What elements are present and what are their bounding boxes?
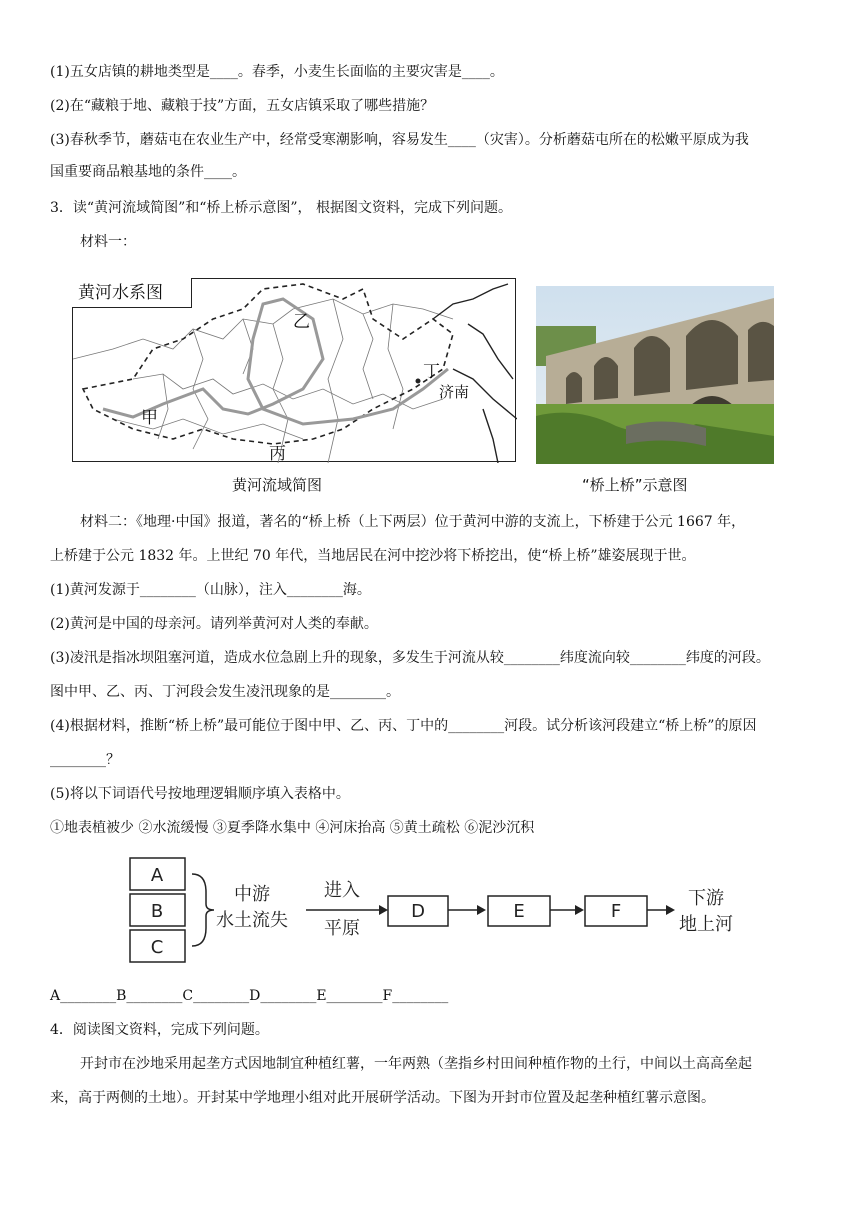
flow-brace <box>192 874 214 946</box>
q3-sub5: (5)将以下词语代号按地理逻辑顺序填入表格中。 <box>50 786 350 802</box>
q3-material2a: 材料二：《地理·中国》报道，著名的“桥上桥（上下两层）位于黄河中游的支流上，下桥建于公元 1667 年， <box>80 514 746 530</box>
q3-sub3a: (3)凌汛是指冰坝阻塞河道，造成水位急剧上升的现象，多发生于河流从较________纬度流向较________纬度的河段。 <box>50 650 770 666</box>
q3-options: ①地表植被少 ②水流缓慢 ③夏季降水集中 ④河床抬高 ⑤黄土疏松 ⑥泥沙沉积 <box>50 820 535 836</box>
flow-arrow-top: 进入 <box>324 880 360 901</box>
flow-arrow-bottom: 平原 <box>324 918 360 939</box>
q4-stem: 4．阅读图文资料，完成下列问题。 <box>50 1022 269 1038</box>
flow-label-f: F <box>610 901 622 922</box>
q3-sub4b: ________？ <box>50 752 120 768</box>
flow-label-a: A <box>150 865 164 886</box>
map-label-ding: 丁 <box>423 362 440 382</box>
q3-sub1: (1)黄河发源于________（山脉），注入________海。 <box>50 582 371 598</box>
map-label-jinan: 济南 <box>439 383 470 401</box>
q3-sub4a: (4)根据材料，推断“桥上桥”最可能位于图中甲、乙、丙、丁中的________河段。试分析该河段建立“桥上桥”的原因 <box>50 718 757 734</box>
q2-sub3a: (3)春秋季节，蘑菇屯在农业生产中，经常受寒潮影响，容易发生____（灾害）。分析蘑菇屯所在的松嫩平原成为我 <box>50 132 749 148</box>
map-label-jia: 甲 <box>141 408 158 428</box>
q3-sub2: (2)黄河是中国的母亲河。请列举黄河对人类的奉献。 <box>50 616 378 632</box>
flow-mid-2: 水土流失 <box>216 910 288 931</box>
q3-material2b: 上桥建于公元 1832 年。上世纪 70 年代，当地居民在河中挖沙将下桥挖出，使“桥上桥”雄姿展现于世。 <box>50 548 696 564</box>
q4-para-a: 开封市在沙地采用起垄方式因地制宜种植红薯，一年两熟（垄指乡村田间种植作物的土行，中间以土高高垒起 <box>80 1056 752 1072</box>
q3-answer-line: A________B________C________D________E________F________ <box>50 988 449 1004</box>
flow-diagram <box>120 852 760 970</box>
map-caption: 黄河流域简图 <box>232 476 323 494</box>
flow-mid-1: 中游 <box>234 884 270 905</box>
flow-label-c: C <box>150 937 164 958</box>
photo-caption: “桥上桥”示意图 <box>582 476 688 494</box>
q3-sub3b: 图中甲、乙、丙、丁河段会发生凌汛现象的是________。 <box>50 684 400 700</box>
q2-sub1: (1)五女店镇的耕地类型是____。春季，小麦生长面临的主要灾害是____。 <box>50 64 504 80</box>
q3-material1: 材料一： <box>80 234 136 250</box>
flow-label-d: D <box>411 901 425 922</box>
flow-label-b: B <box>150 901 164 922</box>
map-label-yi: 乙 <box>293 312 310 332</box>
q2-sub2: (2)在“藏粮于地、藏粮于技”方面，五女店镇采取了哪些措施？ <box>50 98 435 114</box>
flow-end-2: 地上河 <box>679 914 733 935</box>
q2-sub3b: 国重要商品粮基地的条件____。 <box>50 164 246 180</box>
bridge-photo <box>536 286 774 464</box>
q3-stem: 3．读“黄河流域简图”和“桥上桥示意图”， 根据图文资料，完成下列问题。 <box>50 200 512 216</box>
map-title: 黄河水系图 <box>72 278 192 308</box>
flow-label-e: E <box>513 901 525 922</box>
map-label-bing: 丙 <box>269 444 286 464</box>
q4-para-b: 来，高于两侧的土地）。开封某中学地理小组对此开展研学活动。下图为开封市位置及起垄种植红薯示意图。 <box>50 1090 715 1106</box>
flow-end-1: 下游 <box>688 888 724 909</box>
